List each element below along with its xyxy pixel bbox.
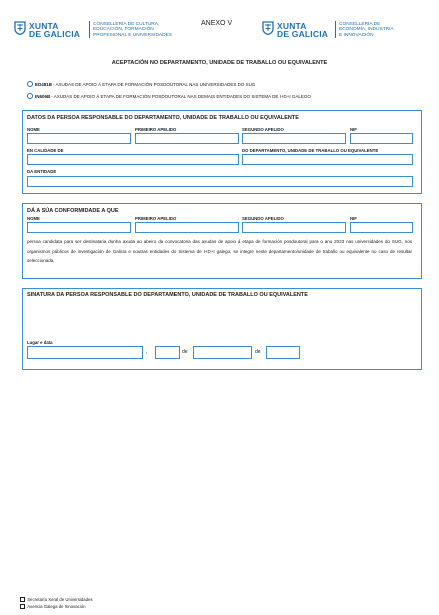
label-nome: NOME — [27, 216, 40, 221]
option-ed481b[interactable] — [27, 81, 255, 87]
logo-right — [277, 22, 328, 38]
candidate-nif-field[interactable] — [350, 222, 413, 233]
label-segundo-apelido: SEGUNDO APELIDO — [242, 216, 284, 221]
logo-left-line2: DE GALICIA — [29, 29, 81, 39]
logo-left — [29, 22, 80, 38]
option-text: - AXUDAS DE APOIO Á ETAPA DE FORMACIÓN POSDOUTORAL NAS DEMAIS ENTIDADES DO SISTEMA DE I+D+I GALEGO — [51, 93, 311, 99]
label-segundo-apelido: SEGUNDO APELIDO — [242, 127, 284, 132]
label-entidade: DA ENTIDADE — [27, 169, 57, 174]
page-title: ACEPTACIÓN NO DEPARTAMENTO, UNIDADE DE TRABALLO OU EQUIVALENTE — [111, 60, 328, 66]
logo-left-line1: XUNTA — [29, 21, 59, 31]
label-nome: NOME — [27, 127, 40, 132]
label-calidade: EN CALIDADE DE — [27, 148, 64, 153]
ano-field[interactable] — [266, 346, 300, 359]
logo-right-line2: DE GALICIA — [277, 29, 329, 39]
section-signature-title: SINATURA DA PERSOA RESPONSABLE DO DEPARTAMENTO, UNIDADE DE TRABALLO OU EQUIVALENTE — [27, 292, 308, 298]
candidate-primeiro-apelido-field[interactable] — [135, 222, 239, 233]
separator-de: de — [255, 349, 261, 355]
logo-divider-left — [89, 21, 90, 38]
footer-item — [20, 604, 85, 609]
departamento-field[interactable] — [242, 154, 413, 165]
radio-icon[interactable] — [27, 81, 33, 87]
header — [0, 0, 439, 50]
option-code: IN606B — [35, 93, 51, 99]
candidate-nome-field[interactable] — [27, 222, 131, 233]
dept-left-line: EDUCACIÓN, FORMACIÓN — [93, 27, 154, 33]
label-departamento: DO DEPARTAMENTO, UNIDADE DE TRABALLO OU EQUIVALENTE — [242, 148, 379, 153]
label-primeiro-apelido: PRIMEIRO APELIDO — [135, 216, 177, 221]
annex-label: ANEXO V — [201, 20, 233, 27]
label-lugar-data: Lugar e data — [27, 340, 53, 345]
calidade-field[interactable] — [27, 154, 239, 165]
checkbox-icon[interactable] — [20, 604, 25, 609]
primeiro-apelido-field[interactable] — [135, 133, 239, 144]
segundo-apelido-field[interactable] — [242, 133, 346, 144]
footer-text: Secretaría Xeral de Universidades — [27, 597, 93, 603]
nif-field[interactable] — [350, 133, 413, 144]
entidade-field[interactable] — [27, 176, 413, 187]
dept-left — [93, 22, 172, 38]
option-text: - AXUDAS DE APOIO Á ETAPA DE FORMACIÓN POSDOUTORAL NAS UNIVERSIDADES DO SUG — [53, 81, 256, 87]
dept-right-line: ECONOMÍA, INDUSTRIA — [339, 27, 394, 33]
nome-field[interactable] — [27, 133, 131, 144]
separator-comma: , — [146, 349, 148, 355]
label-primeiro-apelido: PRIMEIRO APELIDO — [135, 127, 177, 132]
option-code: ED481B — [35, 81, 53, 87]
dept-left-line: PROFESIONAL E UNIVERSIDADES — [93, 32, 172, 38]
candidate-segundo-apelido-field[interactable] — [242, 222, 346, 233]
footer-text: Axencia Galega de Innovación — [27, 604, 86, 610]
dept-left-line: CONSELLERÍA DE CULTURA, — [93, 22, 160, 27]
footer-item — [20, 597, 93, 602]
dept-right — [339, 22, 394, 38]
dia-field[interactable] — [155, 346, 180, 359]
xunta-shield-icon — [262, 21, 274, 35]
dept-right-line: E INNOVACIÓN — [339, 32, 374, 38]
logo-right-line1: XUNTA — [277, 21, 307, 31]
radio-icon[interactable] — [27, 93, 33, 99]
conformity-paragraph: persoa candidata para ser destinataria dunha axuda ao abeiro da convocatoria das axudas de apoio á etapa de formación posdoutoral para o ano 2023 nas universidades do SUG, nos organismos públicos de investigación de Galicia e noutras entidades do Sistema de I+D+I galego, se integre neste departamento/unidade de traballo ou equivalente no caso de resultar seleccionada. — [27, 239, 412, 263]
checkbox-icon[interactable] — [20, 597, 25, 602]
lugar-field[interactable] — [27, 346, 143, 359]
label-nif: NIF — [350, 216, 357, 221]
xunta-shield-icon — [14, 21, 26, 35]
logo-divider-right — [335, 21, 336, 38]
option-in606b[interactable] — [27, 93, 311, 99]
mes-field[interactable] — [193, 346, 252, 359]
section-conformity-title: DÁ A SÚA CONFORMIDADE A QUE — [27, 208, 119, 214]
label-nif: NIF — [350, 127, 357, 132]
section-responsible-title: DATOS DA PERSOA RESPONSABLE DO DEPARTAMENTO, UNIDADE DE TRABALLO OU EQUIVALENTE — [27, 115, 299, 121]
dept-right-line: CONSELLERÍA DE — [339, 22, 381, 27]
separator-de: de — [182, 349, 188, 355]
